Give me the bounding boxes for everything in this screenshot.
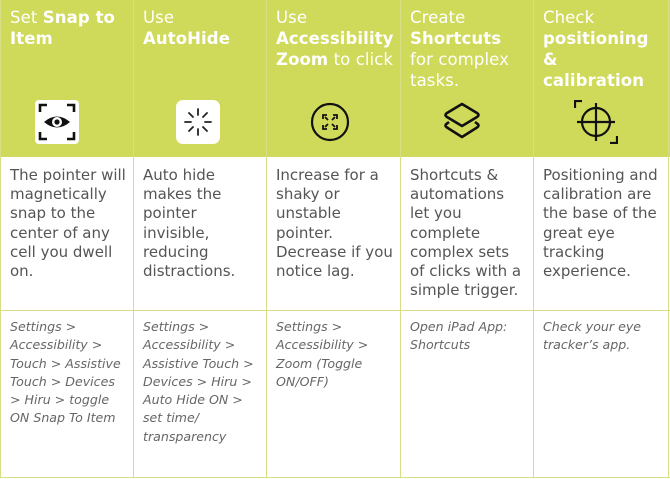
column-header	[0, 0, 133, 157]
description-text: Increase for a shaky or unstable pointer. Decrease if you notice lag.	[276, 166, 393, 281]
column-header	[133, 0, 266, 157]
column-title	[10, 7, 127, 49]
column-path	[133, 310, 266, 478]
column-header	[266, 0, 400, 157]
settings-path-text: Settings > Accessibility > Assistive Touch > Devices > Hiru > Auto Hide ON > set time/ transparency	[143, 319, 254, 444]
settings-path-text: Settings > Accessibility > Zoom (Toggle ON/OFF)	[276, 319, 369, 389]
column-title	[410, 7, 527, 91]
title-bold: positioning & calibration	[543, 29, 649, 90]
column-description	[0, 157, 133, 310]
grid-divider	[0, 310, 670, 311]
grid-divider	[0, 0, 1, 478]
description-text: Positioning and calibration are the base of the great eye tracking experience.	[543, 166, 658, 281]
title-bold: Accessibility Zoom	[276, 29, 394, 69]
grid-divider	[0, 477, 670, 478]
column-description	[533, 157, 670, 310]
grid-divider	[266, 0, 267, 478]
title-lead: Check	[543, 8, 595, 27]
shortcuts-layers-icon	[440, 100, 484, 144]
column-path	[266, 310, 400, 478]
grid-divider	[533, 0, 534, 478]
title-lead: Use	[276, 8, 308, 27]
zoom-target-icon	[308, 100, 352, 144]
title-lead: Create	[410, 8, 466, 27]
column-header	[400, 0, 533, 157]
column-path	[533, 310, 670, 478]
title-bold: Shortcuts	[410, 29, 502, 48]
eye-scan-icon	[35, 100, 79, 144]
column-shortcuts	[400, 0, 533, 478]
grid-divider	[133, 0, 134, 478]
column-accessibility-zoom	[266, 0, 400, 478]
column-title	[143, 7, 260, 49]
column-title	[276, 7, 394, 70]
column-snap-to-item	[0, 0, 133, 478]
settings-path-text: Settings > Accessibility > Touch > Assistive Touch > Devices > Hiru > toggle ON Snap To Item	[10, 319, 121, 426]
column-path	[400, 310, 533, 478]
grid-divider	[668, 0, 669, 478]
column-description	[400, 157, 533, 310]
title-bold: AutoHide	[143, 29, 231, 48]
settings-path-text: Check your eye tracker’s app.	[543, 319, 642, 353]
column-description	[266, 157, 400, 310]
title-lead: Use	[143, 8, 175, 27]
column-positioning-calibration	[533, 0, 670, 478]
title-bold: Snap to Item	[10, 8, 115, 48]
column-description	[133, 157, 266, 310]
settings-path-text: Open iPad App: Shortcuts	[410, 319, 508, 353]
description-text: The pointer will magnetically snap to the center of any cell you dwell on.	[10, 166, 126, 281]
grid-divider	[400, 0, 401, 478]
title-tail: to click	[328, 50, 394, 69]
description-text: Shortcuts & automations let you complete complex sets of clicks with a simple trigger.	[410, 166, 522, 300]
column-header	[533, 0, 670, 157]
column-autohide	[133, 0, 266, 478]
crosshair-calibration-icon	[574, 100, 618, 144]
column-path	[0, 310, 133, 478]
description-text: Auto hide makes the pointer invisible, reducing distractions.	[143, 166, 236, 281]
column-title	[543, 7, 664, 91]
title-tail: for complex tasks.	[410, 50, 509, 90]
autohide-burst-icon	[176, 100, 220, 144]
title-lead: Set	[10, 8, 43, 27]
